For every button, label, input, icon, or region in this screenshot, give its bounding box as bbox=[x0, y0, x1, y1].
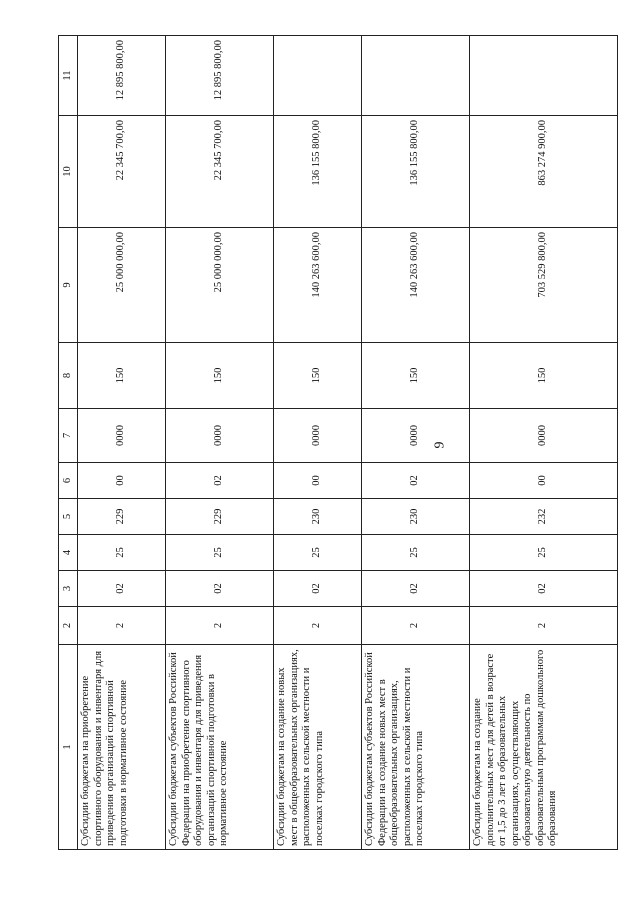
code-cell: 02 bbox=[470, 571, 618, 607]
amount-cell: 140 263 600,00 bbox=[362, 228, 470, 343]
code-cell: 25 bbox=[274, 535, 362, 571]
table-row bbox=[470, 36, 618, 850]
code-cell: 2 bbox=[362, 607, 470, 645]
column-header: 7 bbox=[59, 409, 78, 463]
table-body bbox=[59, 36, 618, 850]
code-cell: 2 bbox=[274, 607, 362, 645]
amount-cell: 703 529 800,00 bbox=[470, 228, 618, 343]
code-cell: 230 bbox=[362, 499, 470, 535]
code-cell: 25 bbox=[362, 535, 470, 571]
row-description: Субсидии бюджетам на создание дополнительных мест для детей в возрасте от 1,5 до 3 лет в образовательных организациях, осуществляющих образовательную деятельность по образовательным программам дошкольного образования bbox=[470, 645, 618, 850]
code-cell: 229 bbox=[166, 499, 274, 535]
column-header: 10 bbox=[59, 116, 78, 228]
code-cell: 2 bbox=[166, 607, 274, 645]
amount-cell: 22 345 700,00 bbox=[78, 116, 166, 228]
code-cell: 229 bbox=[78, 499, 166, 535]
budget-table-rotated bbox=[58, 36, 618, 850]
code-cell: 00 bbox=[78, 463, 166, 499]
code-cell: 150 bbox=[470, 343, 618, 409]
amount-cell bbox=[274, 36, 362, 116]
code-cell: 25 bbox=[78, 535, 166, 571]
code-cell: 232 bbox=[470, 499, 618, 535]
code-cell: 00 bbox=[470, 463, 618, 499]
page-number: 9 bbox=[432, 441, 448, 449]
table-row bbox=[362, 36, 470, 850]
amount-cell: 25 000 000,00 bbox=[78, 228, 166, 343]
column-header: 6 bbox=[59, 463, 78, 499]
code-cell: 150 bbox=[362, 343, 470, 409]
code-cell: 02 bbox=[274, 571, 362, 607]
amount-cell: 22 345 700,00 bbox=[166, 116, 274, 228]
amount-cell bbox=[362, 36, 470, 116]
code-cell: 25 bbox=[166, 535, 274, 571]
amount-cell: 12 895 800,00 bbox=[166, 36, 274, 116]
amount-cell: 136 155 800,00 bbox=[362, 116, 470, 228]
code-cell: 150 bbox=[166, 343, 274, 409]
code-cell: 150 bbox=[274, 343, 362, 409]
column-header: 2 bbox=[59, 607, 78, 645]
code-cell: 02 bbox=[78, 571, 166, 607]
row-description: Субсидии бюджетам субъектов Российской Федерации на создание новых мест в общеобразовательных организациях, расположенных в сельской местности и поселках городского типа bbox=[362, 645, 470, 850]
column-header: 5 bbox=[59, 499, 78, 535]
row-description: Субсидии бюджетам на создание новых мест в общеобразовательных организациях, расположенных в сельской местности и поселках городского типа bbox=[274, 645, 362, 850]
column-header: 1 bbox=[59, 645, 78, 850]
code-cell: 150 bbox=[78, 343, 166, 409]
budget-table bbox=[58, 35, 618, 850]
amount-cell: 25 000 000,00 bbox=[166, 228, 274, 343]
code-cell: 0000 bbox=[78, 409, 166, 463]
code-cell: 00 bbox=[274, 463, 362, 499]
header-row bbox=[59, 36, 78, 850]
amount-cell: 863 274 900,00 bbox=[470, 116, 618, 228]
amount-cell: 12 895 800,00 bbox=[78, 36, 166, 116]
code-cell: 0000 bbox=[166, 409, 274, 463]
amount-cell: 136 155 800,00 bbox=[274, 116, 362, 228]
code-cell: 02 bbox=[166, 571, 274, 607]
amount-cell bbox=[470, 36, 618, 116]
column-header: 8 bbox=[59, 343, 78, 409]
amount-cell: 140 263 600,00 bbox=[274, 228, 362, 343]
table-row bbox=[166, 36, 274, 850]
table-row bbox=[274, 36, 362, 850]
code-cell: 02 bbox=[362, 571, 470, 607]
code-cell: 2 bbox=[78, 607, 166, 645]
code-cell: 230 bbox=[274, 499, 362, 535]
code-cell: 0000 bbox=[362, 409, 470, 463]
column-header: 9 bbox=[59, 228, 78, 343]
code-cell: 0000 bbox=[470, 409, 618, 463]
code-cell: 02 bbox=[166, 463, 274, 499]
row-description: Субсидии бюджетам субъектов Российской Федерации на приобретение спортивного оборудования и инвентаря для приведения организаций спортивной подготовки в нормативное состояние bbox=[166, 645, 274, 850]
column-header: 3 bbox=[59, 571, 78, 607]
code-cell: 0000 bbox=[274, 409, 362, 463]
row-description: Субсидии бюджетам на приобретение спортивного оборудования и инвентаря для приведения организаций спортивной подготовки в нормативное состояние bbox=[78, 645, 166, 850]
code-cell: 02 bbox=[362, 463, 470, 499]
table-row bbox=[78, 36, 166, 850]
column-header: 11 bbox=[59, 36, 78, 116]
code-cell: 25 bbox=[470, 535, 618, 571]
code-cell: 2 bbox=[470, 607, 618, 645]
column-header: 4 bbox=[59, 535, 78, 571]
